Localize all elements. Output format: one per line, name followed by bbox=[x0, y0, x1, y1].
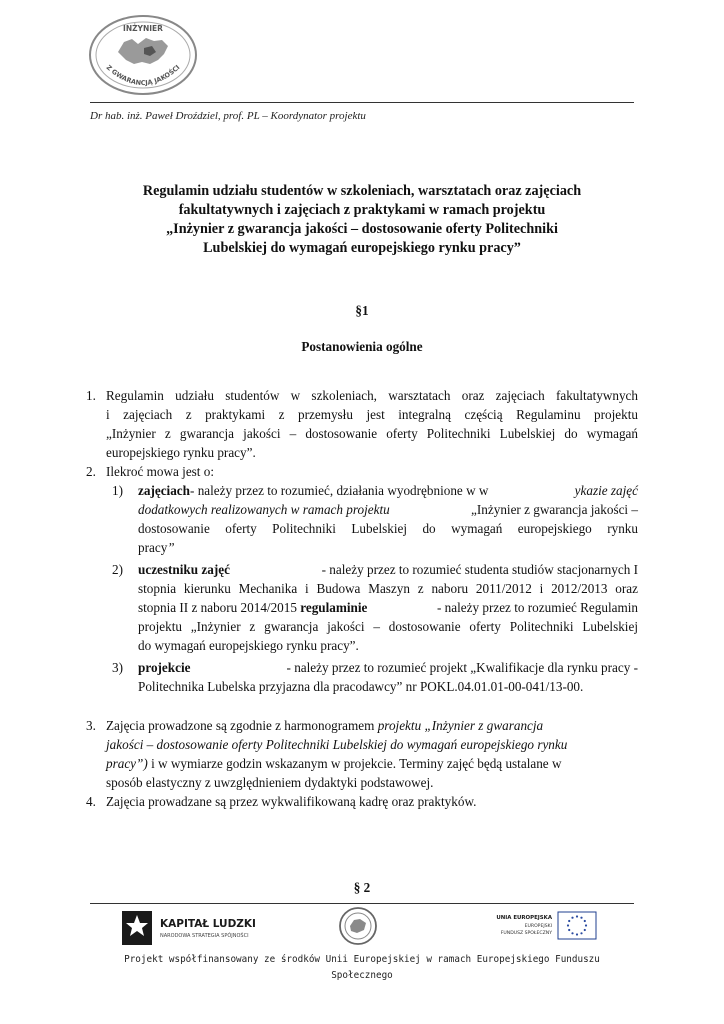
kapital-ludzki-logo bbox=[120, 907, 280, 949]
title-line: fakultatywnych i zajęciach z praktykami w ramach projektu bbox=[178, 202, 546, 218]
def-3-line: Politechnika Lubelska przyjazna dla pracodawcy” nr POKL.04.01.01-00-041/13-00. bbox=[138, 679, 584, 694]
def-3-text: - należy przez to rozumieć projekt „Kwalifikacje dla rynku pracy - bbox=[286, 660, 638, 675]
item-3-text: Zajęcia prowadzone są zgodnie z harmonogramem bbox=[106, 718, 378, 733]
eu-star-icon bbox=[571, 917, 573, 919]
def-3-number: 3) bbox=[112, 660, 123, 675]
def-2-term: uczestniku zajęć bbox=[138, 562, 230, 577]
def-2-line: do wymagań europejskiego rynku pracy”. bbox=[138, 638, 359, 653]
footer-rule bbox=[90, 903, 634, 904]
eu-star-icon bbox=[580, 917, 582, 919]
eu-logo bbox=[496, 910, 598, 942]
footer-note-line: Społecznego bbox=[331, 970, 393, 981]
def-1-number: 1) bbox=[112, 483, 123, 498]
def-1-text: „Inżynier z gwarancja jakości – bbox=[471, 502, 638, 517]
eu-star-icon bbox=[576, 915, 578, 917]
def-2-number: 2) bbox=[112, 562, 123, 577]
list-number-1: 1. bbox=[86, 388, 96, 403]
item-3-italic: projektu „Inżynier z gwarancja bbox=[377, 718, 544, 733]
def-3-line bbox=[138, 658, 638, 677]
kl-subtitle: NARODOWA STRATEGIA SPÓJNOŚCI bbox=[160, 933, 249, 939]
title-line: Lubelskiej do wymagań europejskiego rynku pracy” bbox=[203, 240, 521, 256]
def-1-text: pracy bbox=[138, 540, 168, 555]
kl-title: KAPITAŁ LUDZKI bbox=[160, 918, 256, 930]
def-2-line bbox=[138, 598, 638, 617]
svg-text:Z GWARANCJĄ JAKOŚCI bbox=[105, 63, 182, 87]
def-1-term: zajęciach bbox=[138, 483, 190, 498]
def-1-italic: ” bbox=[167, 540, 175, 555]
eu-line-2: EUROPEJSKI bbox=[524, 924, 552, 929]
eu-star-icon bbox=[568, 920, 570, 922]
item-2-intro: Ilekroć mowa jest o: bbox=[106, 464, 215, 479]
item-3-text: i w wymiarze godzin wskazanym w projekcie. Terminy zajęć będą ustalane w bbox=[147, 756, 562, 771]
eu-star-icon bbox=[571, 932, 573, 934]
coordinator-line: Dr hab. inż. Paweł Droździel, prof. PL – Koordynator projektu bbox=[90, 110, 366, 122]
def-1-italic: ykazie zajęć bbox=[574, 483, 638, 498]
def-1-text: - należy przez to rozumieć, działania wyodrębnione w w bbox=[190, 483, 489, 498]
eu-line-3: FUNDUSZ SPOŁECZNY bbox=[500, 931, 552, 936]
def-1-italic: dodatkowych realizowanych w ramach projektu bbox=[138, 502, 390, 517]
def-1-line: dostosowanie oferty Politechniki Lubelskiej do wymagań europejskiego rynku bbox=[138, 521, 638, 536]
footer-note bbox=[0, 952, 724, 984]
def-1-line bbox=[138, 481, 638, 500]
def-3-term: projekcie bbox=[138, 660, 191, 675]
item-3-line bbox=[106, 754, 561, 773]
def-2-term2: regulaminie bbox=[300, 600, 368, 615]
project-logo bbox=[88, 14, 198, 96]
def-1-line bbox=[138, 538, 175, 557]
item-1-line: Regulamin udziału studentów w szkoleniach, warsztatach oraz zajęciach fakultatywnych bbox=[106, 388, 638, 403]
def-2-text: stopnia II z naboru 2014/2015 bbox=[138, 600, 301, 615]
eu-line-1: UNIA EUROPEJSKA bbox=[496, 915, 552, 921]
item-1-line: „Inżynier z gwarancja jakości – dostosowanie oferty Politechniki Lubelskiej do wymagań bbox=[106, 426, 638, 441]
def-2-text: - należy przez to rozumieć Regulamin bbox=[436, 600, 638, 615]
section-1-heading: Postanowienia ogólne bbox=[301, 339, 423, 354]
eu-star-icon bbox=[584, 920, 586, 922]
eu-star-icon bbox=[580, 932, 582, 934]
eu-star-icon bbox=[576, 933, 578, 935]
def-1-line bbox=[138, 500, 638, 519]
university-seal-icon bbox=[338, 906, 378, 946]
title-line: Regulamin udziału studentów w szkoleniach, warsztatach oraz zajęciach bbox=[142, 183, 582, 199]
item-3-line bbox=[106, 735, 567, 754]
eu-star-icon bbox=[585, 924, 587, 926]
list-number-3: 3. bbox=[86, 718, 96, 733]
header-rule bbox=[90, 102, 634, 103]
list-number-4: 4. bbox=[86, 794, 96, 809]
item-3-italic: jakości – dostosowanie oferty Politechniki Lubelskiej do wymagań europejskiego rynku bbox=[106, 737, 568, 752]
document-title bbox=[72, 182, 652, 258]
footer-note-line: Projekt współfinansowany ze środków Unii Europejskiej w ramach Europejskiego Funduszu bbox=[124, 954, 600, 965]
logo-text-top: INŻYNIER bbox=[123, 24, 163, 33]
def-2-line bbox=[138, 560, 638, 579]
item-3-line bbox=[106, 716, 543, 735]
item-3-line: sposób elastyczny z uwzględnieniem dydaktyki podstawowej. bbox=[106, 775, 434, 790]
eu-star-icon bbox=[568, 929, 570, 931]
list-number-2: 2. bbox=[86, 464, 96, 479]
item-3-italic: pracy”) bbox=[106, 756, 148, 771]
def-2-line: projektu „Inżynier z gwarancja jakości – dostosowanie oferty Politechniki Lubelskiej bbox=[138, 619, 638, 634]
logo-text-bottom: Z GWARANCJĄ JAKOŚCI bbox=[104, 63, 182, 88]
def-2-line: stopnia kierunku Mechanika i Budowa Maszyn z naboru 2011/2012 i 2012/2013 oraz bbox=[138, 581, 638, 596]
item-1-line: europejskiego rynku pracy”. bbox=[106, 445, 256, 460]
section-1-mark: §1 bbox=[355, 303, 369, 318]
item-1-line: i zajęciach z praktykami z przemysłu jest integralną częścią Regulaminu projektu bbox=[106, 407, 638, 422]
item-4-line: Zajęcia prowadzane są przez wykwalifikowaną kadrę oraz praktyków. bbox=[106, 794, 477, 809]
def-2-text: - należy przez to rozumieć studenta studiów stacjonarnych I bbox=[321, 562, 638, 577]
eu-star-icon bbox=[584, 929, 586, 931]
section-2-mark: § 2 bbox=[353, 880, 371, 895]
title-line: „Inżynier z gwarancja jakości – dostosowanie oferty Politechniki bbox=[166, 221, 558, 237]
eu-star-icon bbox=[567, 924, 569, 926]
